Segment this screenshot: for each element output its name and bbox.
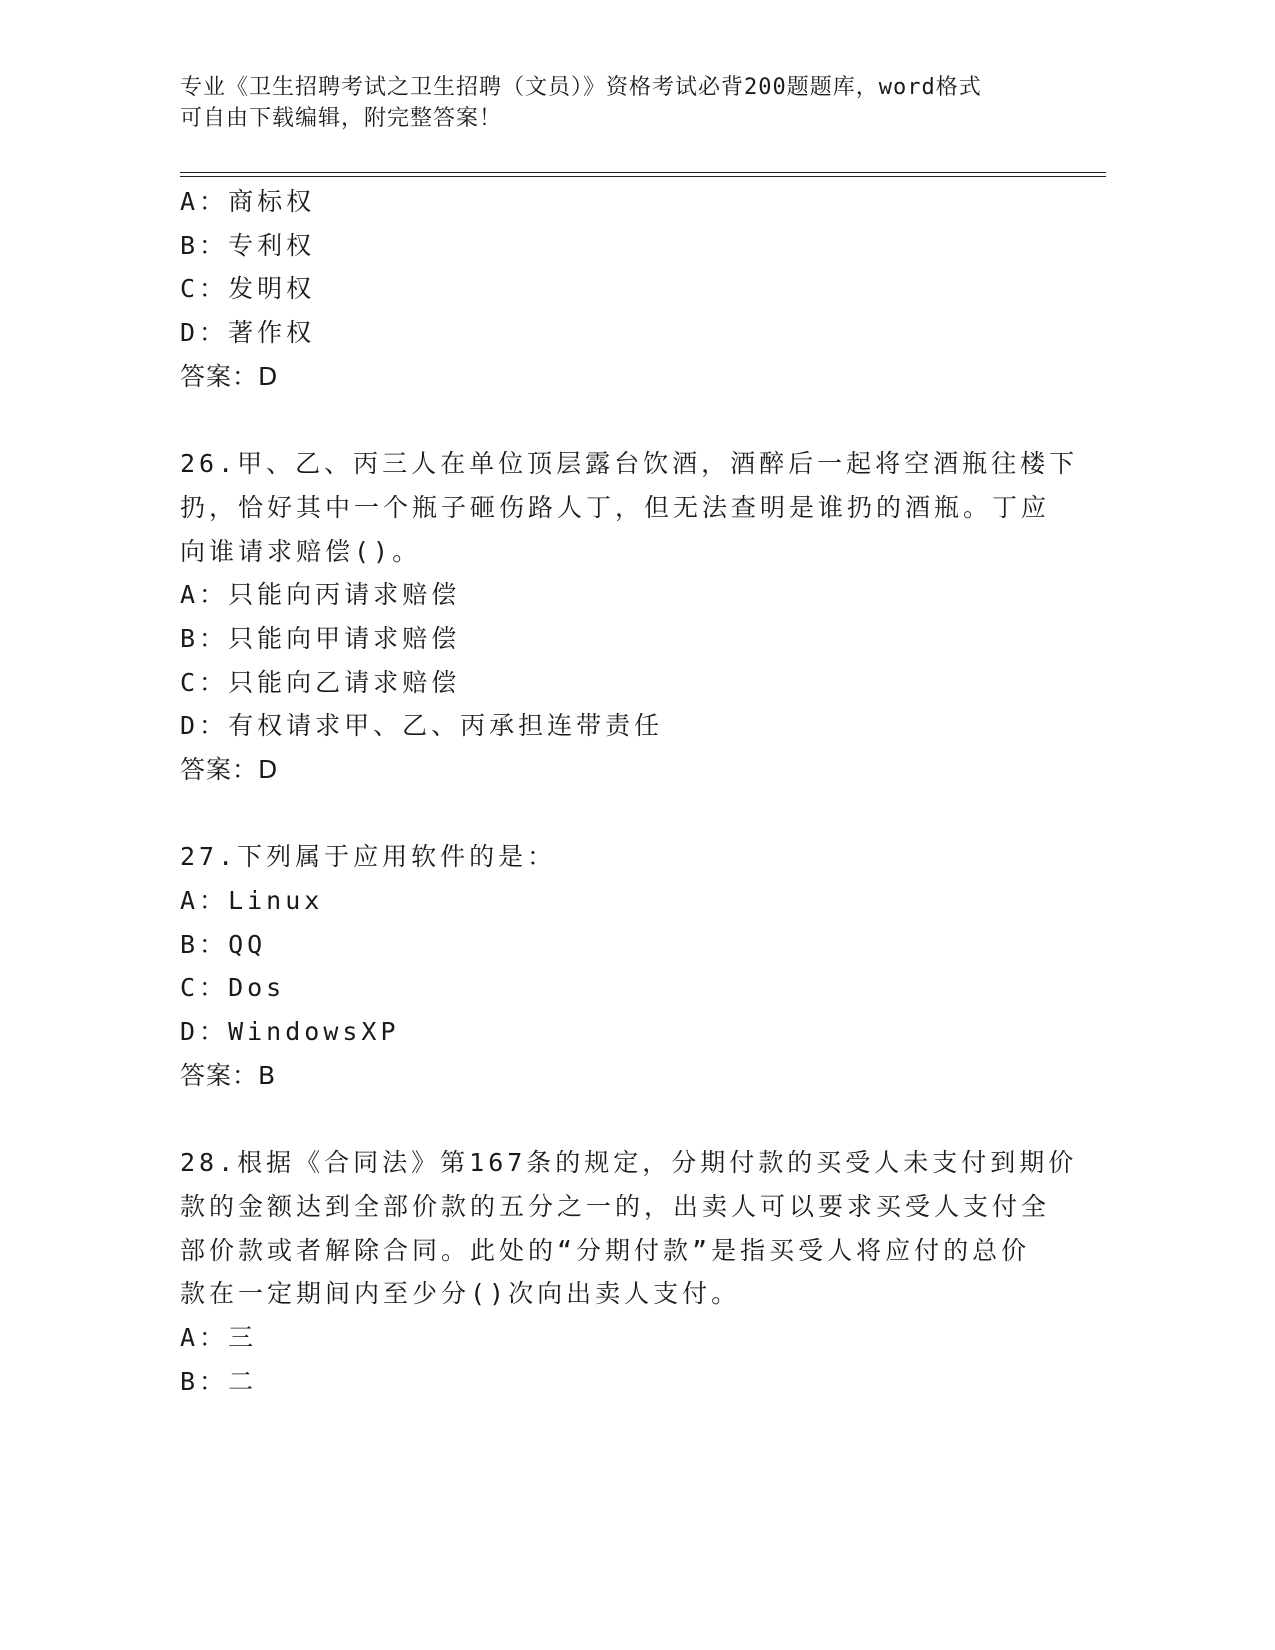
option-text: 专利权	[228, 230, 316, 260]
question-stem-line: 26.甲、乙、丙三人在单位顶层露台饮酒，酒醉后一起将空酒瓶往楼下	[180, 449, 1079, 479]
option-text: 三	[228, 1322, 258, 1352]
document-header	[180, 72, 1040, 134]
option-label: D：	[180, 1017, 229, 1047]
option-text: 发明权	[228, 274, 316, 304]
question-28	[180, 1141, 1078, 1403]
option-text: QQ	[228, 929, 267, 959]
option-text: 二	[228, 1366, 258, 1396]
option-label: D：	[180, 318, 229, 348]
option-text: Dos	[228, 973, 286, 1003]
option-b	[180, 224, 1040, 268]
option-text: 著作权	[228, 318, 316, 348]
answer-line: 答案：D	[180, 361, 279, 391]
header-line-2: 可自由下载编辑，附完整答案！	[180, 106, 503, 131]
option-text: 只能向乙请求赔偿	[228, 667, 461, 697]
option-label: D：	[180, 711, 229, 741]
option-b	[180, 617, 1040, 661]
question-stem-line: 款在一定期间内至少分()次向出卖人支付。	[180, 1279, 741, 1309]
option-text: 商标权	[228, 187, 316, 216]
option-b	[180, 923, 1040, 967]
option-c	[180, 267, 1040, 311]
option-c	[180, 966, 1040, 1010]
question-stem-line: 28.根据《合同法》第167条的规定，分期付款的买受人未支付到期价	[180, 1148, 1078, 1178]
option-text: 只能向丙请求赔偿	[228, 580, 461, 610]
option-a	[180, 1316, 1040, 1360]
option-label: C：	[180, 973, 229, 1003]
option-label: A：	[180, 1322, 229, 1352]
option-text: 有权请求甲、乙、丙承担连带责任	[228, 711, 664, 741]
question-26	[180, 442, 1079, 792]
header-divider-bottom	[180, 176, 1106, 177]
option-label: B：	[180, 623, 229, 653]
option-a	[180, 573, 1040, 617]
option-a	[180, 180, 1040, 224]
option-label: C：	[180, 667, 229, 697]
spacer	[180, 1097, 1040, 1141]
answer-line: 答案：D	[180, 754, 279, 784]
option-label: C：	[180, 274, 229, 304]
option-label: A：	[180, 580, 229, 610]
option-d	[180, 311, 1040, 355]
option-label: B：	[180, 929, 229, 959]
option-d	[180, 1010, 1040, 1054]
spacer	[180, 792, 1040, 836]
question-stem-line: 扔，恰好其中一个瓶子砸伤路人丁，但无法查明是谁扔的酒瓶。丁应	[180, 492, 1051, 522]
option-text: WindowsXP	[228, 1017, 400, 1047]
option-text: Linux	[228, 886, 324, 915]
option-label: B：	[180, 1366, 229, 1396]
question-list	[180, 180, 1079, 1403]
option-d	[180, 704, 1040, 748]
header-line-1: 专业《卫生招聘考试之卫生招聘（文员）》资格考试必背200题题库，word格式	[180, 75, 982, 100]
question-27	[180, 835, 1040, 1097]
option-label: A：	[180, 187, 229, 216]
option-c	[180, 661, 1040, 705]
header-divider-top	[180, 172, 1106, 173]
question-stem-line: 款的金额达到全部价款的五分之一的，出卖人可以要求买受人支付全	[180, 1191, 1051, 1221]
option-label: B：	[180, 230, 229, 260]
option-text: 只能向甲请求赔偿	[228, 623, 461, 653]
option-b	[180, 1360, 1040, 1404]
spacer	[180, 398, 1040, 442]
answer-line: 答案：B	[180, 1060, 277, 1090]
question-stem-line: 向谁请求赔偿()。	[180, 536, 422, 566]
option-label: A：	[180, 886, 229, 915]
question-stem-line: 27.下列属于应用软件的是：	[180, 842, 557, 872]
question-stem-line: 部价款或者解除合同。此处的“分期付款”是指买受人将应付的总价	[180, 1235, 1031, 1265]
option-a	[180, 879, 1040, 923]
question-25	[180, 180, 1040, 398]
